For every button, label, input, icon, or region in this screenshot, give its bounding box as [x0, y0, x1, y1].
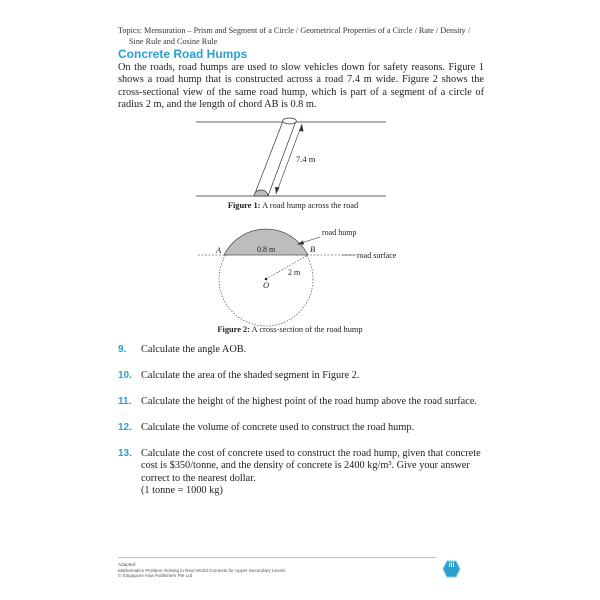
figure-1-caption [200, 201, 386, 210]
radius-label: 2 m [288, 268, 301, 277]
page-number-badge [443, 560, 461, 576]
footer-line-1: Adapted: [118, 562, 137, 567]
point-a-label: A [216, 245, 222, 255]
question-10 [118, 370, 484, 382]
footer-divider [118, 557, 436, 558]
figure-1 [196, 118, 386, 196]
question-9 [118, 344, 484, 356]
radius-line [266, 255, 308, 279]
question-number: 13. [118, 448, 132, 459]
question-note: (1 tonne = 1000 kg) [141, 485, 223, 497]
center-o-label: O [263, 280, 270, 290]
road-surface-label: road surface [357, 251, 397, 260]
section-title: Concrete Road Humps [118, 47, 248, 61]
intro-paragraph: On the roads, road humps are used to slow vehicles down for safety reasons. Figure 1 shows a road hump that is constructed across a road 7.4 m wide. Figure 2 shows the cross-sectional view of the same road hump, which is part of a segment of a circle of radius 2 m, and the length of chord AB is 0.8 m. [118, 62, 484, 110]
question-13 [118, 448, 484, 498]
question-11 [118, 396, 484, 408]
figure-2 [198, 228, 397, 326]
topics-line-2: Sine Rule and Cosine Rule [129, 36, 218, 46]
question-text: Calculate the cost of concrete used to construct the road hump, given that concrete cost is $350/tonne, and the density of concrete is 2400 kg/m³. Give your answer correct to the nearest dollar. [141, 448, 481, 484]
figure-2-caption-label: Figure 2: [217, 325, 251, 334]
arrowhead-top [299, 124, 304, 132]
chord-length-label: 0.8 m [257, 245, 276, 254]
question-number: 12. [118, 422, 132, 433]
topics-line-1: Topics: Mensuration – Prism and Segment of a Circle / Geometrical Properties of a Circle / Rate / Density / [118, 26, 471, 35]
figure-1-caption-label: Figure 1: [227, 201, 261, 210]
question-text: Calculate the volume of concrete used to construct the road hump. [141, 422, 415, 433]
figure-2-caption-text: A cross-section of the road hump [250, 325, 363, 334]
hump-top-end [283, 118, 297, 124]
point-b-label: B [310, 244, 316, 254]
question-text: Calculate the height of the highest point of the road hump above the road surface. [141, 396, 477, 407]
road-hump-label: road hump [322, 228, 357, 237]
footer-line-2: Mathematics Problem-Solving in Real World Contexts for Upper Secondary Levels [118, 567, 286, 573]
question-number: 10. [118, 370, 132, 381]
hump-strip [254, 121, 296, 196]
question-text: Calculate the angle AOB. [141, 344, 247, 355]
width-label: 7.4 m [296, 154, 316, 164]
figure-2-caption [190, 325, 390, 334]
question-number: 9. [118, 344, 127, 355]
footer-credits [118, 562, 368, 579]
question-text: Calculate the area of the shaded segment in Figure 2. [141, 370, 360, 381]
page-number: iii [448, 562, 455, 569]
figure-1-caption-text: A road hump across the road [260, 201, 359, 210]
question-number: 11. [118, 396, 132, 407]
arrowhead-bottom [275, 187, 280, 194]
footer-line-3: © Singapore Asia Publishers Pte Ltd [118, 573, 193, 579]
question-12 [118, 422, 484, 434]
